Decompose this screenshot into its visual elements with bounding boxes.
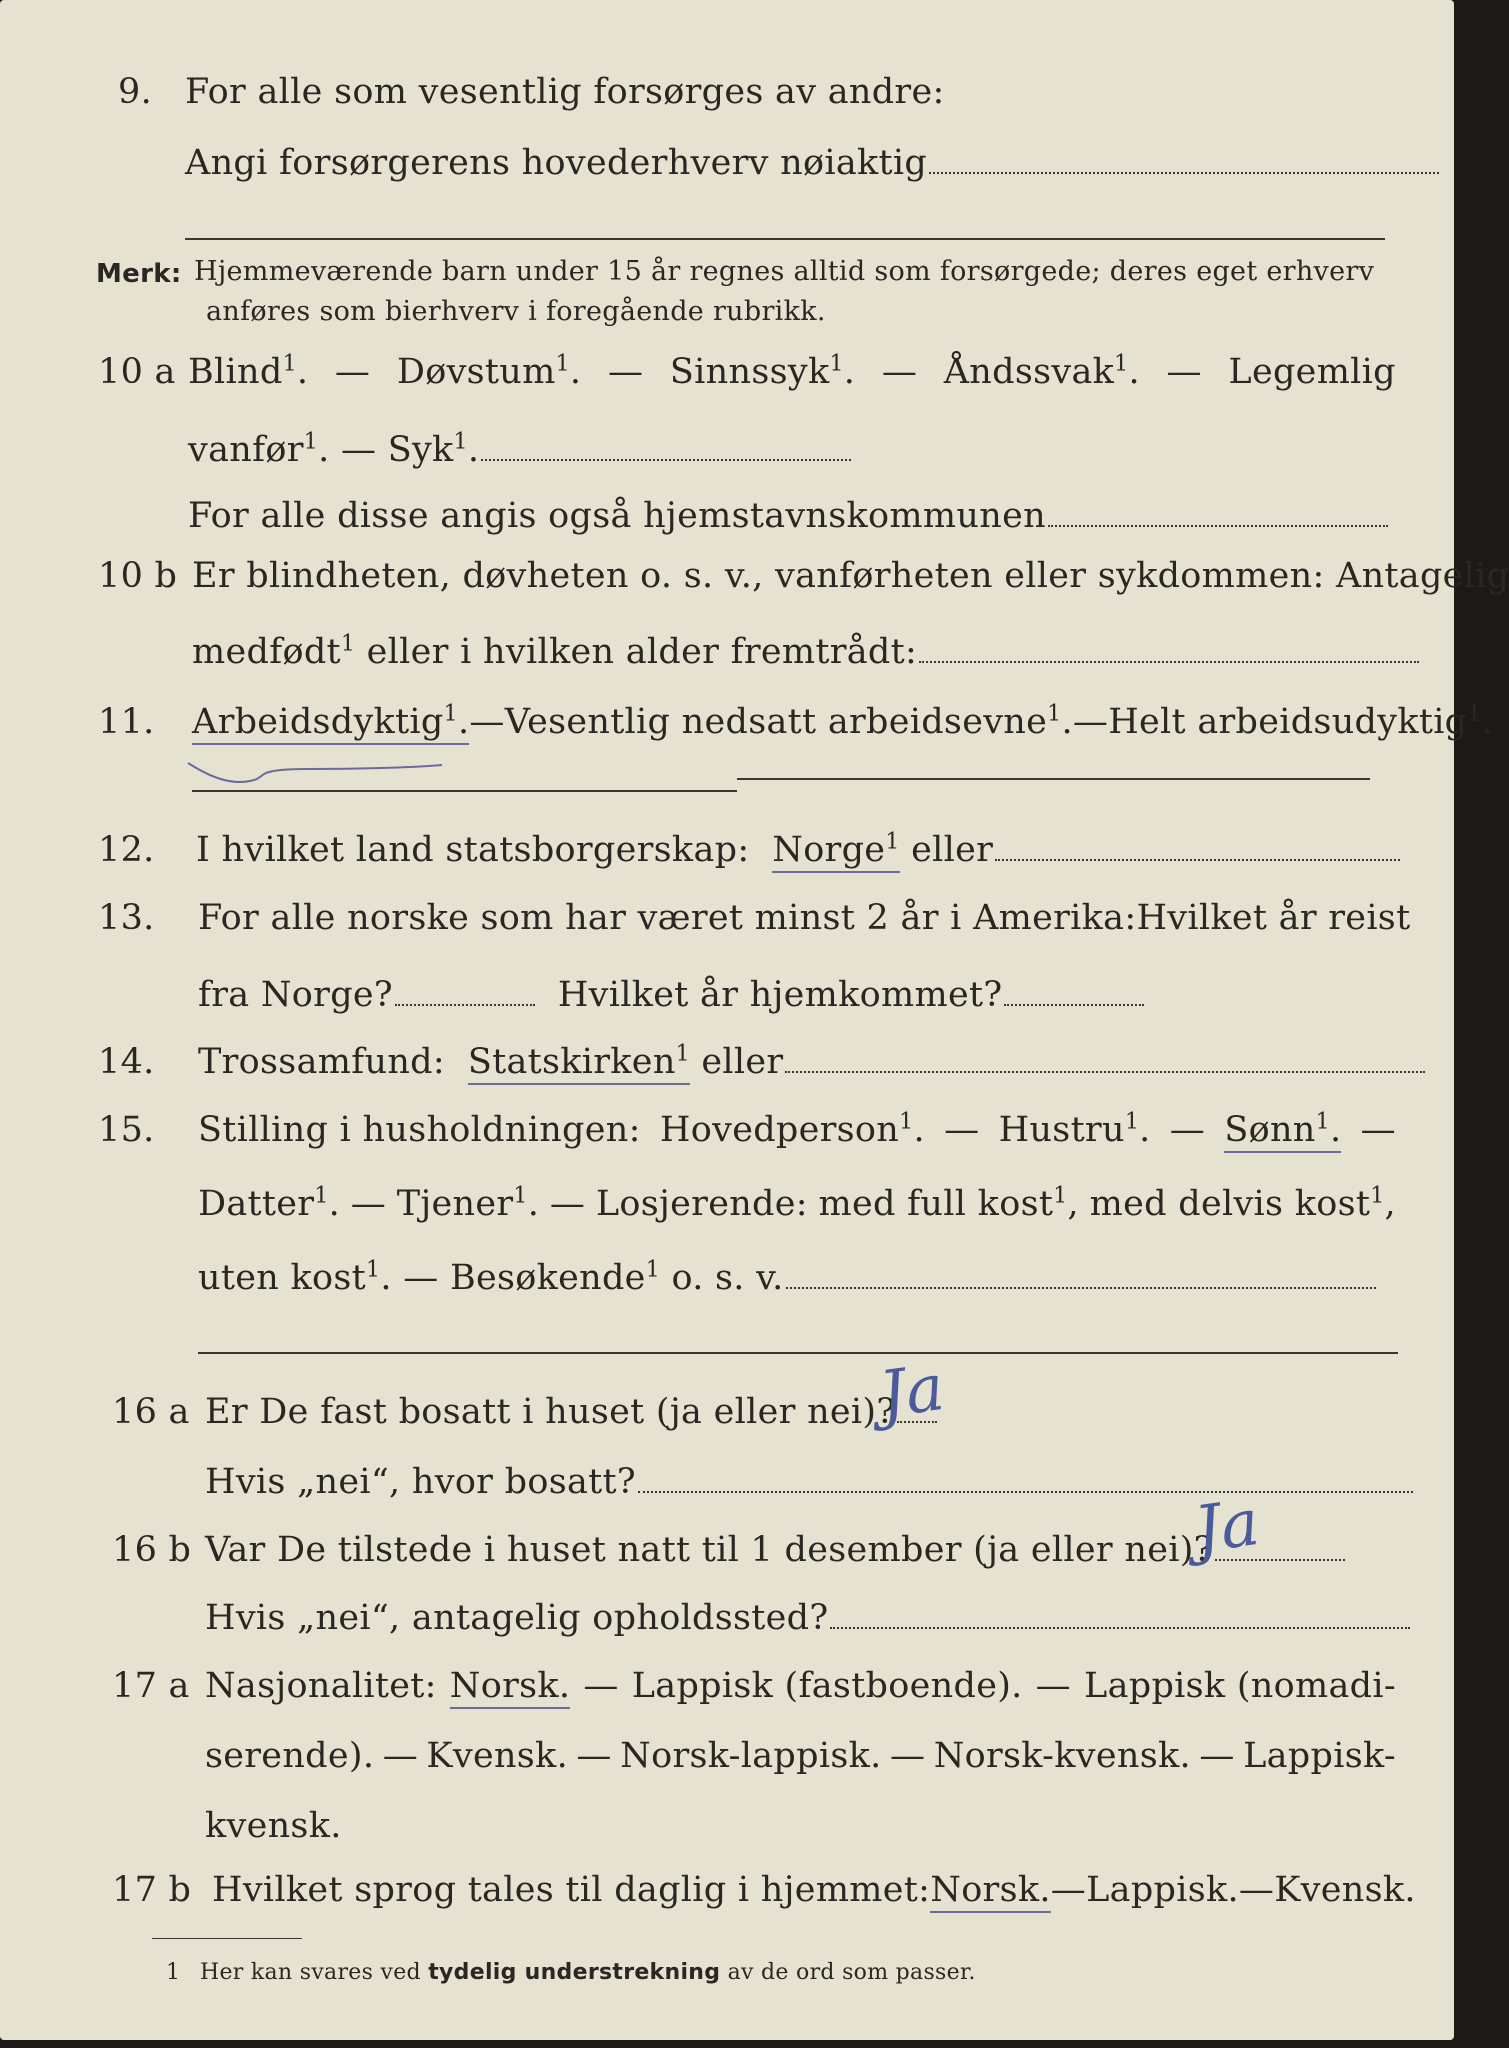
- option-norsk-kvensk: Norsk-kvensk.: [933, 1736, 1191, 1776]
- dash: —: [889, 1736, 926, 1776]
- dash: —: [576, 1736, 612, 1776]
- footnote-text: av de ord som passer.: [727, 1960, 976, 1985]
- option-besokende: Besøkende$^1$: [449, 1257, 660, 1298]
- question-number: 14.: [98, 1042, 155, 1082]
- dash: —: [1050, 1870, 1087, 1910]
- footnote-divider: [152, 1938, 302, 1939]
- answer-line[interactable]: [1048, 525, 1388, 527]
- dash: —: [944, 1110, 980, 1150]
- option-kvensk: Kvensk.: [1274, 1870, 1416, 1910]
- question-15-text: Stilling i husholdningen:: [198, 1110, 641, 1150]
- answer-line[interactable]: [198, 1352, 1398, 1354]
- dash: —: [350, 1184, 387, 1224]
- dash: —: [340, 430, 377, 470]
- option-norge-underlined: Norge$^1$: [772, 830, 899, 873]
- answer-line[interactable]: [192, 790, 737, 792]
- question-number: 13.: [98, 898, 155, 938]
- question-number: 10 b: [98, 556, 178, 596]
- dash: —: [1169, 1110, 1206, 1150]
- option-lappisk-fastboende: Lappisk (fastboende).: [631, 1666, 1023, 1706]
- question-14-text: Trossamfund:: [198, 1042, 445, 1082]
- answer-line[interactable]: [786, 1287, 1376, 1289]
- option-legemlig: Legemlig: [1228, 352, 1396, 392]
- question-10b-text: Er blindheten, døvheten o. s. v., vanførheten eller sykdommen: Antagelig: [192, 556, 1509, 596]
- question-number: 15.: [98, 1110, 155, 1150]
- answer-line[interactable]: [185, 238, 1385, 240]
- dash: —: [583, 1666, 619, 1706]
- question-10a-prompt: For alle disse angis også hjemstavnskommunen: [188, 496, 1046, 536]
- option-blind: Blind$^1$.: [188, 351, 309, 392]
- question-14-eller: eller: [701, 1042, 784, 1082]
- option-lappisk-kvensk-cont: kvensk.: [205, 1806, 342, 1846]
- option-syk: Syk$^1$.: [387, 429, 480, 470]
- dash: —: [1035, 1666, 1071, 1706]
- answer-line[interactable]: [830, 1627, 1410, 1629]
- option-kvensk: Kvensk.: [426, 1736, 568, 1776]
- answer-line[interactable]: [995, 859, 1400, 861]
- question-number: 9.: [118, 72, 152, 112]
- option-tjener: Tjener$^1$.: [396, 1183, 540, 1224]
- option-arbeidsdyktig-underlined: Arbeidsdyktig$^1$.: [192, 702, 469, 745]
- answer-line[interactable]: [737, 778, 1370, 780]
- question-number: 11.: [98, 702, 155, 742]
- option-lappisk-nomadiserende-cont: serende).: [205, 1736, 375, 1776]
- question-9-text: For alle som vesentlig forsørges av andre:: [185, 72, 945, 112]
- dash: —: [1166, 352, 1202, 392]
- question-13-prompt-1: fra Norge?: [198, 975, 393, 1015]
- dash: —: [382, 1736, 418, 1776]
- dash: —: [469, 702, 505, 742]
- question-15-osv: o. s. v.: [671, 1258, 784, 1298]
- question-15-losjerende: Losjerende:: [595, 1184, 808, 1224]
- option-lappisk-kvensk: Lappisk-: [1243, 1736, 1396, 1776]
- question-13-text-2: Hvilket år reist: [1136, 898, 1411, 938]
- question-12-eller: eller: [911, 830, 994, 870]
- dash: —: [1238, 1870, 1275, 1910]
- answer-line[interactable]: [919, 661, 1419, 663]
- handwritten-answer: Ja: [1190, 1485, 1264, 1569]
- footnote-text: Her kan svares ved: [200, 1960, 421, 1985]
- answer-line[interactable]: [929, 172, 1439, 174]
- question-number: 12.: [98, 830, 155, 870]
- option-hovedperson: Hovedperson$^1$.: [659, 1109, 925, 1150]
- option-lappisk-nomadiserende: Lappisk (nomadi-: [1084, 1666, 1396, 1706]
- handwritten-answer: Ja: [875, 1350, 949, 1434]
- option-uten-kost: uten kost$^1$.: [198, 1257, 392, 1298]
- question-number: 10 a: [98, 352, 176, 392]
- option-sinnssyk: Sinnssyk$^1$.: [669, 351, 856, 392]
- option-norsk-lappisk: Norsk-lappisk.: [620, 1736, 882, 1776]
- answer-line[interactable]: [1004, 1004, 1144, 1006]
- question-16b-prompt: Hvis „nei“, antagelig opholdssted?: [205, 1598, 829, 1638]
- note-text: Hjemmeværende barn under 15 år regnes alltid som forsørgede; deres eget erhverv: [194, 256, 1375, 287]
- option-delvis-kost: med delvis kost$^1$,: [1089, 1183, 1396, 1224]
- dash: —: [1360, 1110, 1396, 1150]
- dash: —: [403, 1258, 439, 1298]
- pen-stroke-icon: [180, 755, 450, 795]
- answer-line[interactable]: [785, 1071, 1425, 1073]
- option-vanfor: vanfør$^1$.: [188, 429, 330, 470]
- question-16b-text: Var De tilstede i huset natt til 1 desember (ja eller nei)?: [205, 1530, 1213, 1570]
- dash: —: [549, 1184, 586, 1224]
- note-text: anføres som bierhverv i foregående rubrikk.: [206, 296, 826, 327]
- option-norsk-underlined: Norsk.: [450, 1666, 571, 1709]
- option-full-kost: med full kost$^1$,: [818, 1183, 1079, 1224]
- option-norsk-underlined: Norsk.: [930, 1870, 1051, 1913]
- question-number: 16 a: [112, 1392, 190, 1432]
- dash: —: [1072, 702, 1109, 742]
- option-dovstum: Døvstum$^1$.: [396, 351, 582, 392]
- question-16a-text: Er De fast bosatt i huset (ja eller nei)?: [205, 1392, 896, 1432]
- dash: —: [334, 352, 371, 392]
- answer-line[interactable]: [481, 459, 851, 461]
- question-12-text: I hvilket land statsborgerskap:: [196, 830, 750, 870]
- question-10b-prompt: eller i hvilken alder fremtrådt:: [366, 632, 918, 672]
- question-17b-text: Hvilket sprog tales til daglig i hjemmet:: [212, 1870, 931, 1910]
- question-9-prompt: Angi forsørgerens hovederhverv nøiaktig: [185, 143, 928, 183]
- option-statskirken-underlined: Statskirken$^1$: [468, 1042, 690, 1085]
- footnote-bold-text: tydelig understrekning: [428, 1960, 721, 1985]
- question-16a-prompt: Hvis „nei“, hvor bosatt?: [205, 1462, 636, 1502]
- option-hustru: Hustru$^1$.: [998, 1109, 1151, 1150]
- question-13-text: For alle norske som har været minst 2 år i Amerika:: [198, 898, 1137, 938]
- option-nedsatt-arbeidsevne: Vesentlig nedsatt arbeidsevne$^1$.: [504, 701, 1073, 742]
- dash: —: [607, 352, 644, 392]
- answer-line[interactable]: [638, 1491, 1413, 1493]
- question-17a-text: Nasjonalitet:: [205, 1666, 437, 1706]
- question-number: 17 a: [112, 1666, 190, 1706]
- question-number: 16 b: [112, 1530, 192, 1570]
- option-sonn-underlined: Sønn$^1$.: [1224, 1110, 1341, 1153]
- question-number: 17 b: [112, 1870, 192, 1910]
- option-arbeidsudyktig: Helt arbeidsudyktig$^1$.: [1108, 701, 1494, 742]
- footnote-mark: 1: [166, 1960, 181, 1985]
- option-andssvak: Åndssvak$^1$.: [943, 351, 1140, 392]
- dash: —: [1199, 1736, 1235, 1776]
- option-medfodt: medfødt$^1$: [192, 631, 356, 672]
- answer-line[interactable]: [395, 1004, 535, 1006]
- option-lappisk: Lappisk.: [1086, 1870, 1239, 1910]
- note-label: Merk:: [96, 259, 182, 289]
- question-13-prompt-2: Hvilket år hjemkommet?: [557, 975, 1003, 1015]
- option-datter: Datter$^1$.: [198, 1183, 341, 1224]
- dash: —: [881, 352, 918, 392]
